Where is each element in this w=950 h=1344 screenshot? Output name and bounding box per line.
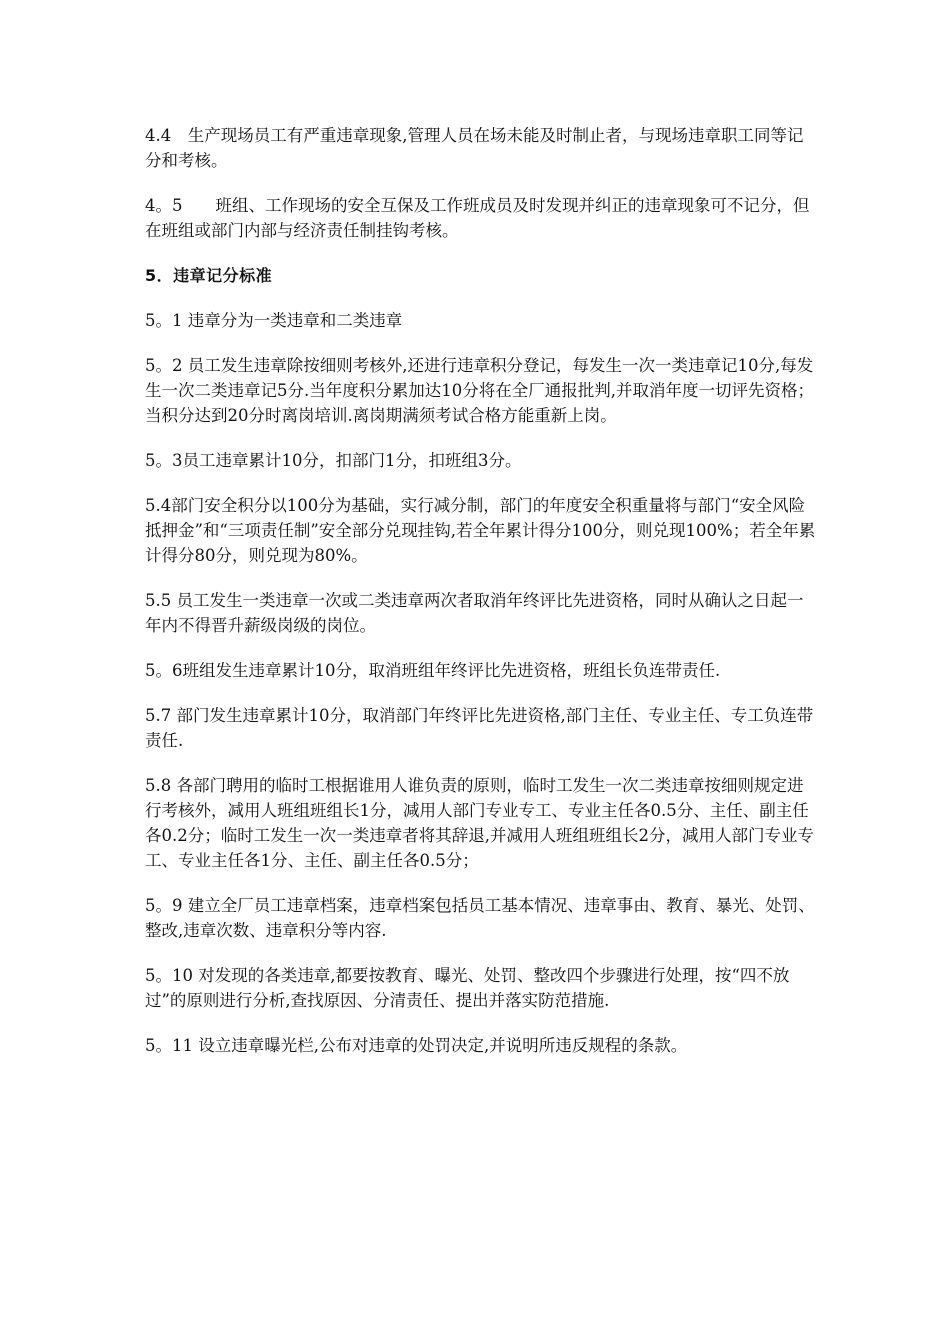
clause-5-6: 5。6班组发生违章累计10分，取消班组年终评比先进资格，班组长负连带责任. bbox=[145, 661, 721, 680]
clause-4-4: 4.4 生产现场员工有严重违章现象,管理人员在场未能及时制止者，与现场违章职工同等记分和考核。 bbox=[145, 126, 804, 170]
clause-5-4: 5.4部门安全积分以100分为基础，实行减分制，部门的年度安全积重量将与部门“安全风险抵押金”和“三项责任制”安全部分兑现挂钩,若全年累计得分100分，则兑现100%；若全年累计得分80分，则兑现为80%。 bbox=[145, 496, 816, 565]
clause-5-9: 5。9 建立全厂员工违章档案，违章档案包括员工基本情况、违章事由、教育、暴光、处罚、整改,违章次数、违章积分等内容. bbox=[145, 896, 815, 940]
clause-5-7: 5.7 部门发生违章累计10分，取消部门年终评比先进资格,部门主任、专业主任、专工负连带责任. bbox=[145, 706, 814, 750]
clause-4-5: 4。5 班组、工作现场的安全互保及工作班成员及时发现并纠正的违章现象可不记分，但在班组或部门内部与经济责任制挂钩考核。 bbox=[145, 196, 810, 240]
document-body bbox=[145, 123, 817, 1078]
section-5-heading: 5．违章记分标准 bbox=[145, 266, 273, 285]
clause-5-8: 5.8 各部门聘用的临时工根据谁用人谁负责的原则，临时工发生一次二类违章按细则规定进行考核外，减用人班组班组长1分，减用人部门专业专工、专业主任各0.5分、主任、副主任各0.2分；临时工发生一次一类违章者将其辞退,并减用人班组班组长2分，减用人部门专业专工、专业主任各1分、主任、副主任各0.5分； bbox=[145, 776, 814, 870]
clause-5-1: 5。1 违章分为一类违章和二类违章 bbox=[145, 311, 403, 330]
clause-5-10: 5。10 对发现的各类违章,都要按教育、曝光、处罚、整改四个步骤进行处理，按“四不放过”的原则进行分析,查找原因、分清责任、提出并落实防范措施. bbox=[145, 966, 790, 1010]
clause-5-11: 5。11 设立违章曝光栏,公布对违章的处罚决定,并说明所违反规程的条款。 bbox=[145, 1036, 688, 1055]
clause-5-2: 5。2 员工发生违章除按细则考核外,还进行违章积分登记，每发生一次一类违章记10分,每发生一次二类违章记5分.当年度积分累加达10分将在全厂通报批判,并取消年度一切评先资格；当积分达到20分时离岗培训.离岗期满须考试合格方能重新上岗。 bbox=[145, 356, 814, 425]
clause-5-3: 5。3员工违章累计10分，扣部门1分，扣班组3分。 bbox=[145, 451, 522, 470]
clause-5-5: 5.5 员工发生一类违章一次或二类违章两次者取消年终评比先进资格，同时从确认之日起一年内不得晋升薪级岗级的岗位。 bbox=[145, 591, 804, 635]
